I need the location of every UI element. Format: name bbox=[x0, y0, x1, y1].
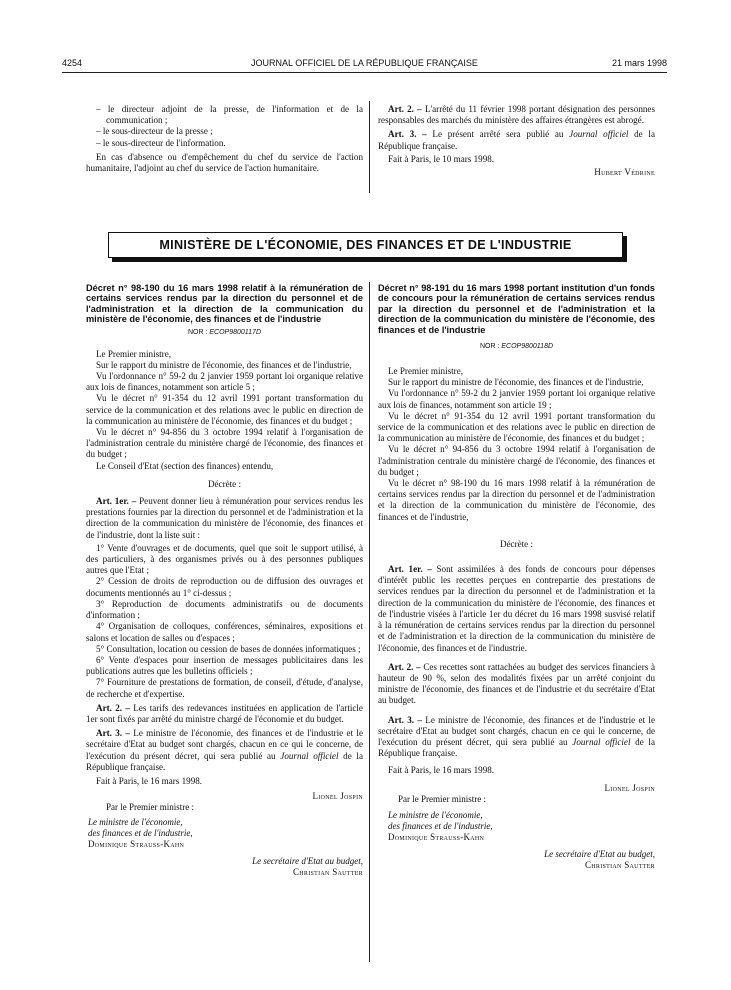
par-premier-ministre: Par le Premier ministre : bbox=[398, 793, 486, 804]
journal-title: JOURNAL OFFICIEL DE LA RÉPUBLIQUE FRANÇAISE bbox=[251, 58, 478, 68]
article-label: Art. 1er. – bbox=[388, 564, 432, 575]
minister-name: Dominique Strauss-Kahn bbox=[88, 839, 185, 850]
visa: Sur le rapport du ministre de l'économie, des finances et de l'industrie, bbox=[388, 377, 644, 388]
journal-reference: Journal officiel bbox=[569, 129, 629, 140]
par-premier-ministre: Par le Premier ministre : bbox=[106, 802, 194, 813]
article-label: Art. 2. – bbox=[96, 702, 130, 713]
nor-reference bbox=[378, 343, 655, 350]
article-label: Art. 3. – bbox=[96, 728, 130, 739]
article-2 bbox=[378, 662, 655, 707]
visa: Vu l'ordonnance n° 59-2 du 2 janvier 1959 portant loi organique relative aux lois de finances, notamment son article 19 ; bbox=[378, 388, 655, 410]
article-text: L'arrêté du 11 février 1998 portant désignation des personnes responsables des marchés du ministère des affaires étrangères est abrogé. bbox=[378, 104, 655, 126]
minister-title: des finances et de l'industrie, bbox=[88, 828, 193, 839]
signature-prime-minister: Lionel Jospin bbox=[604, 782, 655, 793]
nor-label: NOR : bbox=[479, 343, 500, 351]
article-label: Art. 2. – bbox=[388, 104, 422, 114]
article-2 bbox=[86, 703, 363, 725]
date-line: Fait à Paris, le 16 mars 1998. bbox=[96, 775, 203, 786]
journal-reference: Journal officiel bbox=[572, 736, 631, 747]
arrete-continuation bbox=[378, 104, 655, 178]
journal-reference: Journal officiel bbox=[280, 750, 339, 761]
ministry-banner: MINISTÈRE DE L'ÉCONOMIE, DES FINANCES ET DE L'INDUSTRIE bbox=[108, 232, 623, 258]
list-item: 3° Reproduction de documents administratifs ou de documents d'information ; bbox=[86, 598, 363, 621]
visa: Le Premier ministre, bbox=[96, 348, 172, 359]
nor-reference bbox=[86, 329, 363, 336]
article-label: Art. 1er. – bbox=[96, 496, 137, 507]
article-1 bbox=[378, 564, 655, 654]
article-3 bbox=[378, 129, 655, 151]
article-text: de la République française. bbox=[378, 736, 655, 759]
article-text: de la République française. bbox=[378, 129, 655, 151]
visa: Vu l'ordonnance n° 59-2 du 2 janvier 1959 portant loi organique relative aux lois de finances, notamment son article 5 ; bbox=[86, 371, 363, 393]
page-number: 4254 bbox=[62, 58, 83, 68]
article-label: Art. 2. – bbox=[388, 661, 421, 672]
minister-signature-block bbox=[88, 817, 363, 850]
article-text: Le ministre de l'économie, des finances et de l'industrie et le secrétaire d'Etat au budget sont chargés, chacun en ce qui le concerne, de l'exécution du présent décret, qui sera publié au bbox=[86, 728, 363, 761]
article-1 bbox=[86, 496, 363, 541]
visa: Vu le décret n° 91-354 du 12 avril 1991 portant transformation du service de la communication et des relations avec le public en direction de la communication au ministère de l'économie, des finances et du budget ; bbox=[378, 410, 655, 444]
page-header bbox=[62, 58, 667, 72]
decree-title: Décret n° 98-191 du 16 mars 1998 portant institution d'un fonds de concours pour la rémunération de certains services rendus par la direction du personnel et de l'administration et la direction de la communication du ministère de l'économie, des finances et de l'industrie bbox=[378, 283, 655, 335]
nor-code: ECOP9800117D bbox=[209, 328, 262, 336]
article-3 bbox=[378, 715, 655, 760]
visa: Le Premier ministre, bbox=[388, 366, 464, 377]
secretary-signature-block bbox=[86, 856, 363, 878]
signature: Hubert Védrine bbox=[594, 167, 655, 178]
article-text: Peuvent donner lieu à rémunération pour services rendus les prestations fournies par la direction du personnel et de l'administration et la direction de la communication du ministère de l'économie, des finances et de l'industrie, dont la liste suit : bbox=[86, 496, 363, 540]
article-text: Les tarifs des redevances instituées en application de l'article 1er sont fixés par arrêté du ministre chargé de l'économie et du budget. bbox=[86, 702, 363, 724]
article-text: Le présent arrêté sera publié au bbox=[432, 129, 564, 140]
date-line: Fait à Paris, le 10 mars 1998. bbox=[388, 153, 495, 164]
secretary-name: Christian Sautter bbox=[292, 867, 363, 878]
visa: Vu le décret n° 91-354 du 12 avril 1991 portant transformation du service de la communication et des relations avec le public en direction de la communication au ministère de l'économie, des finances et du budget ; bbox=[86, 393, 363, 426]
paragraph: En cas d'absence ou d'empêchement du chef du service de l'action humanitaire, l'adjoint au chef du service de l'action humanitaire. bbox=[86, 151, 363, 174]
previous-text-continuation bbox=[86, 104, 363, 174]
decree-98-190 bbox=[86, 283, 363, 878]
article-text: Sont assimilées à des fonds de concours pour dépenses d'intérêt public les recettes perçues en contrepartie des prestations de services rendues par la direction du personnel et de l'administration et la direction de la communication du ministère de l'économie, des finances et de l'industrie visées à l'article 1er du décret du 16 mars 1998 susvisé relatif à la rémunération de certains services rendus par la direction du personnel et de l'administration et la direction de la communication du ministère de l'économie, des finances et de l'industrie. bbox=[378, 564, 655, 653]
article-text: Le ministre de l'économie, des finances et de l'industrie et le secrétaire d'Etat au budget sont chargés, chacun en ce qui le concerne, de l'exécution du présent décret, qui sera publié au bbox=[378, 714, 655, 747]
article-text: de la République française. bbox=[86, 750, 363, 772]
article-3 bbox=[86, 728, 363, 773]
nor-label: NOR : bbox=[187, 328, 208, 336]
decree-98-191 bbox=[378, 283, 655, 871]
secretary-signature-block bbox=[378, 849, 655, 871]
list-item: – le sous-directeur de l'information. bbox=[96, 137, 226, 148]
minister-title: Le ministre de l'économie, bbox=[388, 809, 483, 820]
list-item: 7° Fourniture de prestations de formation, de conseil, d'étude, d'analyse, de recherche et d'expertise. bbox=[86, 677, 363, 699]
article-2 bbox=[378, 104, 655, 126]
article-text: Ces recettes sont rattachées au budget des services financiers à hauteur de 90 %, selon des modalités fixées par un arrêté conjoint du ministre de l'économie, des finances et de l'industrie et du secrétaire d'Etat au budget. bbox=[378, 661, 655, 706]
minister-title: Le ministre de l'économie, bbox=[88, 817, 183, 828]
issue-date: 21 mars 1998 bbox=[611, 58, 667, 68]
date-line: Fait à Paris, le 16 mars 1998. bbox=[388, 765, 495, 776]
minister-name: Dominique Strauss-Kahn bbox=[388, 831, 485, 842]
visa: Vu le décret n° 98-190 du 16 mars 1998 relatif à la rémunération de certains services rendus par la direction du personnel et de l'administration et la direction de la communication du ministère de l'économie, des finances et de l'industrie, bbox=[378, 478, 655, 522]
secretary-title: Le secrétaire d'Etat au budget, bbox=[544, 848, 655, 859]
list-item: 6° Vente d'espaces pour insertion de messages publicitaires dans les publications autres que les bulletins officiels ; bbox=[86, 654, 363, 677]
minister-title: des finances et de l'industrie, bbox=[388, 820, 493, 831]
header-rule bbox=[62, 72, 667, 73]
column-divider bbox=[369, 282, 370, 962]
list-item: 2° Cession de droits de reproduction ou de diffusion des ouvrages et documents mentionnés au 1° ci-dessus ; bbox=[86, 576, 363, 598]
decrete: Décrète : bbox=[207, 478, 242, 489]
list-item: 1° Vente d'ouvrages et de documents, quel que soit le support utilisé, à des particuliers, à des organismes privés ou à des personnes publiques autres que l'Etat ; bbox=[86, 542, 363, 576]
list-item: – le directeur adjoint de la presse, de l'information et de la communication ; bbox=[96, 104, 363, 126]
secretary-name: Christian Sautter bbox=[584, 859, 655, 870]
signature-prime-minister: Lionel Jospin bbox=[312, 791, 363, 802]
visa: Vu le décret n° 94-856 du 3 octobre 1994 relatif à l'organisation de l'administration centrale du ministère chargé de l'économie, des finances et du budget ; bbox=[378, 444, 655, 477]
decrete: Décrète : bbox=[499, 538, 534, 549]
visa: Le Conseil d'Etat (section des finances) entendu, bbox=[96, 460, 274, 471]
secretary-title: Le secrétaire d'Etat au budget, bbox=[252, 856, 363, 867]
article-label: Art. 3. – bbox=[388, 714, 422, 725]
list-item: – le sous-directeur de la presse ; bbox=[96, 126, 213, 137]
visa: Sur le rapport du ministre de l'économie, des finances et de l'industrie, bbox=[96, 359, 352, 370]
list-item: 4° Organisation de colloques, conférences, séminaires, expositions et salons et location de salles ou d'espaces ; bbox=[86, 621, 363, 643]
list-item: 5° Consultation, location ou cession de bases de données informatiques ; bbox=[96, 643, 361, 654]
visa: Vu le décret n° 94-856 du 3 octobre 1994 relatif à l'organisation de l'administration centrale du ministère chargé de l'économie, des finances et du budget ; bbox=[86, 427, 363, 460]
minister-signature-block bbox=[388, 810, 655, 843]
decree-title: Décret n° 98-190 du 16 mars 1998 relatif à la rémunération de certains services rendus par la direction du personnel et de l'administration et la direction de la communication du ministère de l'économie, des finances et de l'industrie bbox=[86, 283, 363, 325]
article-label: Art. 3. – bbox=[388, 129, 427, 140]
column-divider bbox=[369, 101, 370, 193]
nor-code: ECOP9800118D bbox=[501, 343, 554, 351]
